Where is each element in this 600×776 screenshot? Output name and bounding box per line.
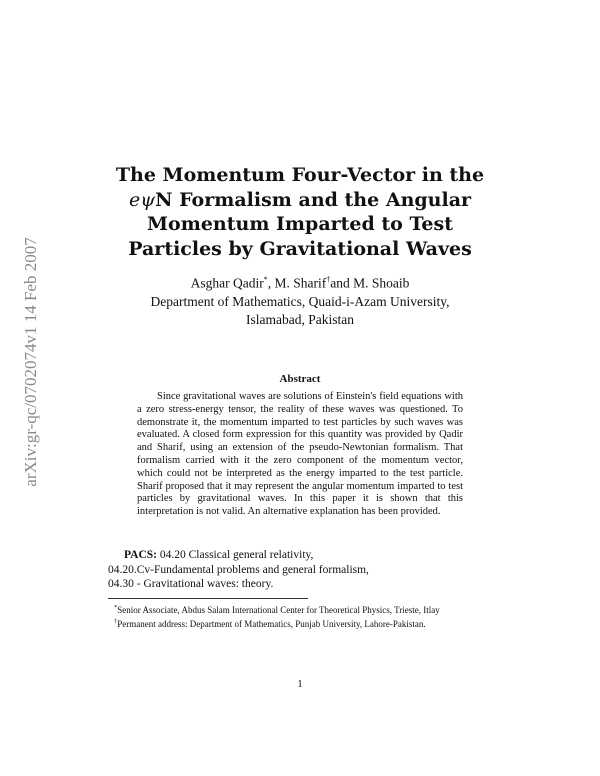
pacs-entry-1: 04.20 Classical general relativity, <box>157 549 314 561</box>
pacs-line-1 <box>108 548 508 563</box>
arxiv-id: arXiv:gr-qc/0702074v1 14 Feb 2007 <box>21 237 40 487</box>
footnote-1-mark: * <box>114 604 118 611</box>
title-line-2-text: N Formalism and the Angular <box>155 188 472 211</box>
pacs-label: PACS: <box>124 549 158 561</box>
author-sharif: , M. Sharif <box>267 275 327 291</box>
title-line-4: Particles by Gravitational Waves <box>128 237 472 260</box>
page-number: 1 <box>297 678 303 690</box>
abstract-heading: Abstract <box>279 373 321 385</box>
title-symbol: eψ <box>128 188 156 211</box>
abstract-body: Since gravitational waves are solutions of Einstein's field equations with a zero stress-energy tensor, the reality of these waves was questioned. To demonstrate it, the momentum imparted to test particles by such waves was evaluated. A closed form expression for this quantity was provided by Qadir and Sharif, using an extension of the pseudo-Newtonian formalism. That formalism carried with it the zero component of the momentum vector, which could not be interpreted as the energy imparted to the test particle. Sharif proposed that it may represent the angular momentum imparted to test particles by gravitational waves. In this paper it is shown that this interpretation is not valid. An alternative explanation has been provided. <box>137 391 463 518</box>
footnote-1 <box>108 602 491 616</box>
author-shoaib: and M. Shoaib <box>330 275 410 291</box>
affiliation-line-2: Islamabad, Pakistan <box>246 311 354 327</box>
footnotes <box>108 598 491 630</box>
author-qadir: Asghar Qadir <box>190 275 264 291</box>
title-line-2 <box>90 188 510 213</box>
footnote-mark-dagger: † <box>326 275 331 284</box>
pacs-line-3: 04.30 - Gravitational waves: theory. <box>108 578 274 590</box>
footnote-1-text: Senior Associate, Abdus Salam International Center for Theoretical Physics, Trieste, Itlay <box>117 605 440 615</box>
footnote-2-text: Permanent address: Department of Mathematics, Punjab University, Lahore-Pakistan. <box>117 619 426 629</box>
footnote-rule <box>108 598 308 599</box>
footnote-2-mark: † <box>114 618 118 625</box>
author-line <box>100 271 500 293</box>
paper-title <box>90 163 510 261</box>
title-line-3: Momentum Imparted to Test <box>147 213 453 235</box>
footnote-2 <box>108 616 491 630</box>
pacs-line-2: 04.20.Cv-Fundamental problems and general formalism, <box>108 563 369 576</box>
title-line-1: The Momentum Four-Vector in the <box>115 164 485 186</box>
author-block <box>100 271 500 329</box>
pacs-block <box>108 548 508 592</box>
footnote-mark-star: * <box>263 275 268 284</box>
affiliation-line-1: Department of Mathematics, Quaid-i-Azam University, <box>150 293 450 309</box>
arxiv-stamp <box>20 218 42 506</box>
